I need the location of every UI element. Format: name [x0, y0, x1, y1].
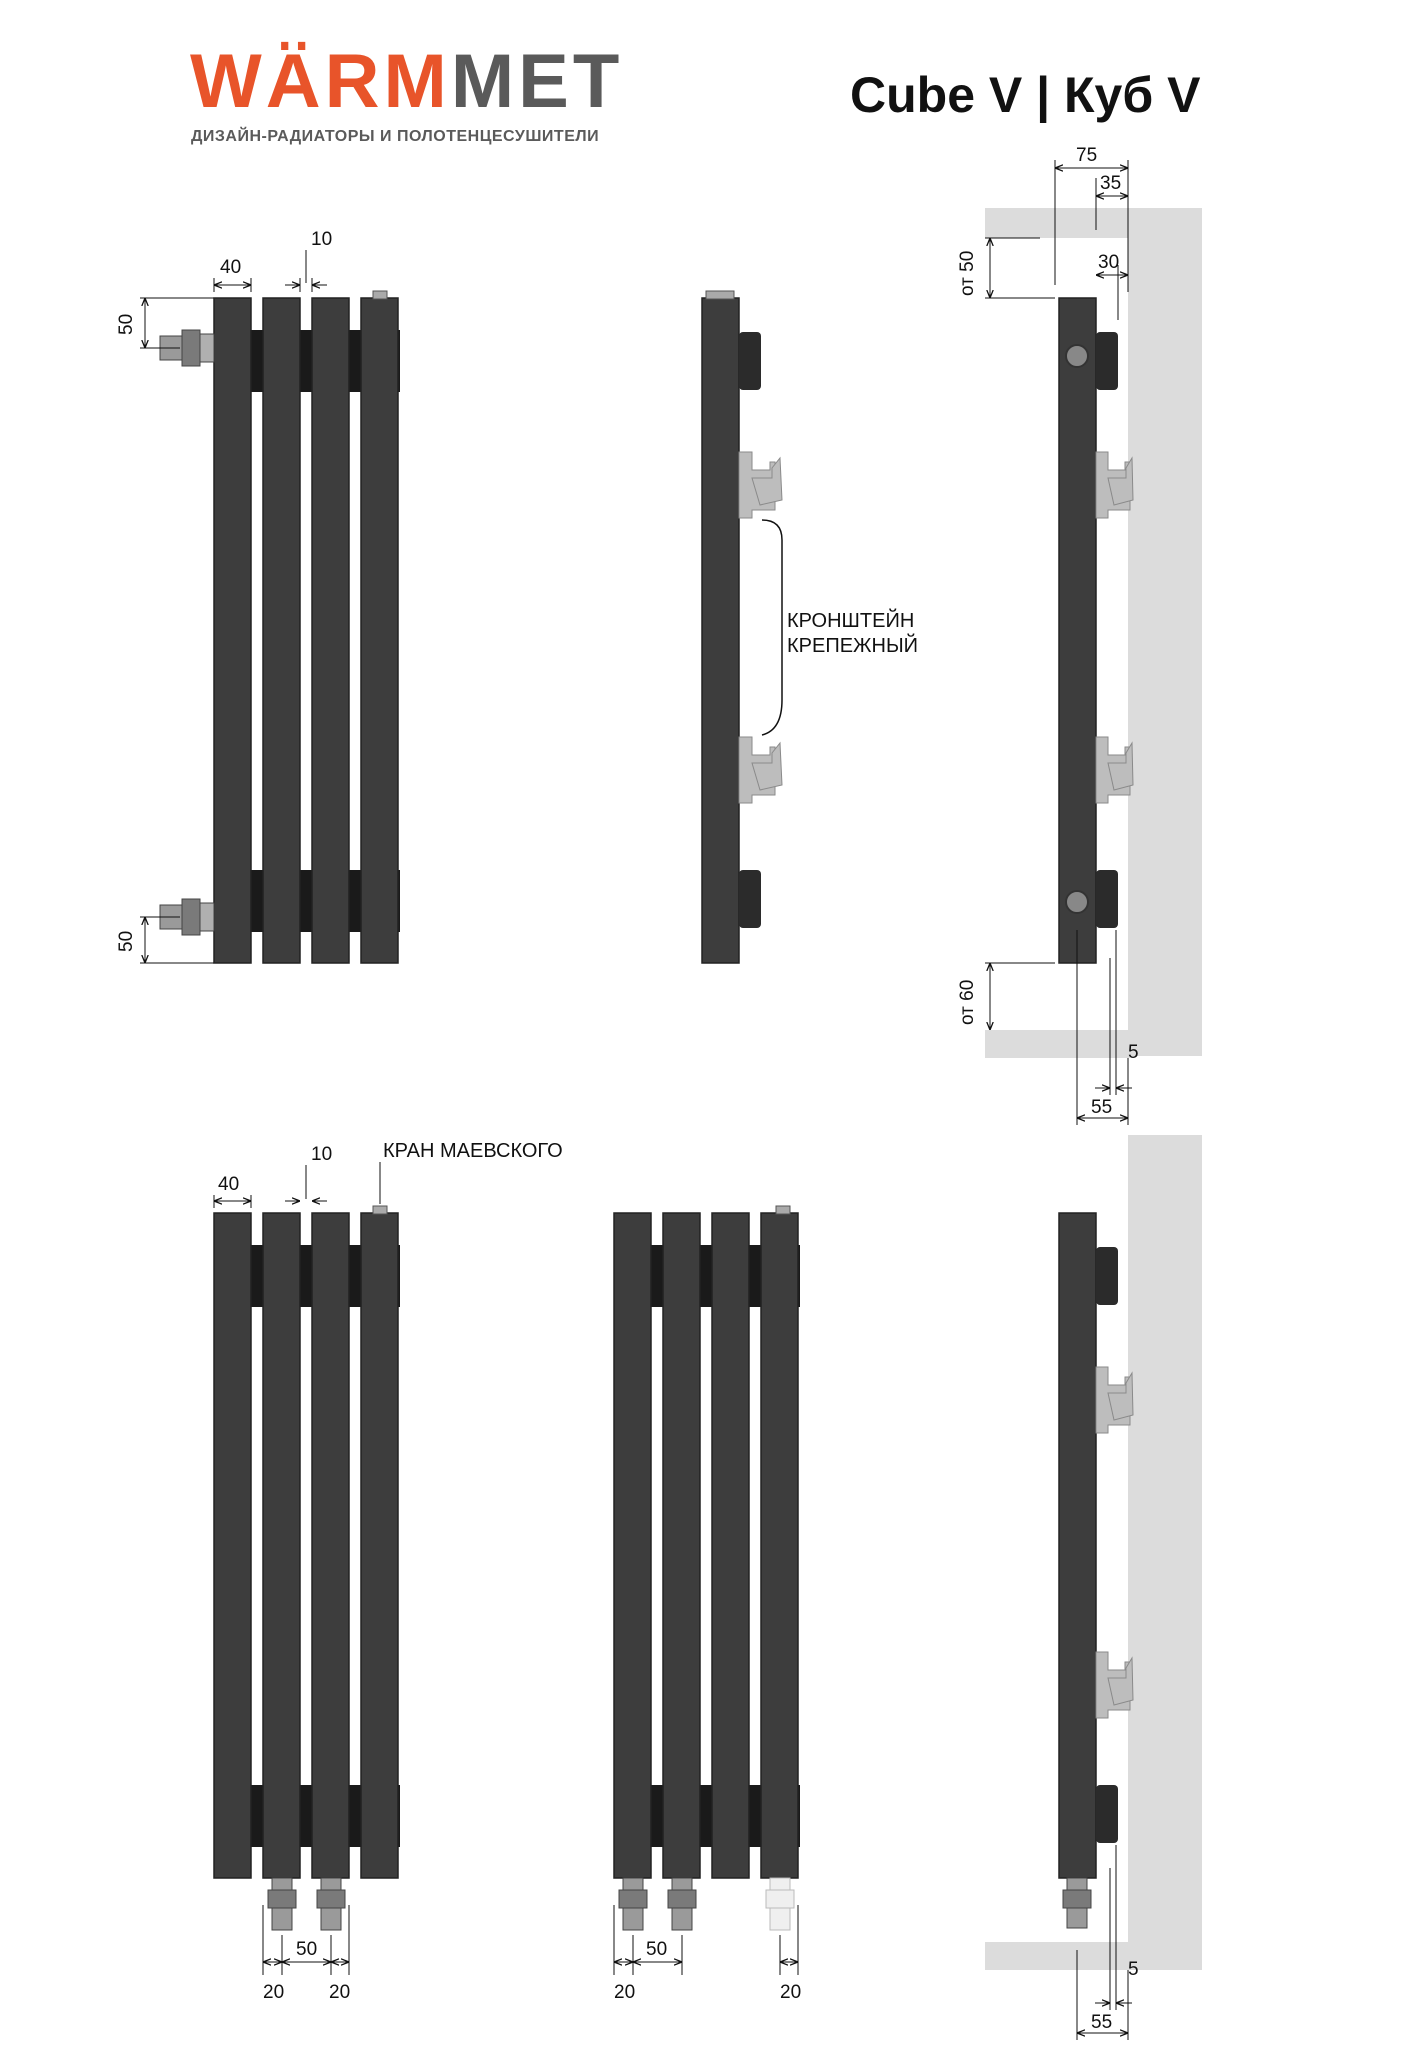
dim-connector-spacing: 50 [296, 1939, 318, 1960]
radiator-tube [214, 298, 251, 963]
dim-connector-right: 20 [329, 1982, 351, 2003]
dim-depth-35: 35 [1100, 173, 1122, 194]
dim-bottom-5: 5 [1128, 1042, 1139, 1063]
radiator-tube [614, 1213, 651, 1878]
radiator-tube [312, 1213, 349, 1878]
dim-connector-left: 20 [263, 1982, 285, 2003]
radiator-tube [761, 1213, 798, 1878]
radiator-tube [361, 1213, 398, 1878]
dim-tube-gap: 10 [311, 1144, 333, 1165]
label-bracket-line1: КРОНШТЕЙН [787, 610, 915, 632]
bottom-plug-right [766, 1878, 794, 1930]
dim-from-top: от 50 [957, 250, 978, 296]
radiator-tube [312, 298, 349, 963]
brand-name-part2: MET [450, 39, 624, 124]
front-view-bottom-connection-a [214, 1140, 563, 2003]
bracket-lower [1096, 737, 1133, 803]
dim-from-bottom: от 60 [957, 979, 978, 1025]
radiator-tube [214, 1213, 251, 1878]
side-view-bracket [702, 291, 918, 963]
front-view-side-connection [116, 229, 400, 963]
bottom-connector-right [317, 1878, 345, 1930]
dim-tube-width: 40 [218, 1174, 240, 1195]
label-bracket-line2: КРЕПЕЖНЫЙ [787, 635, 919, 657]
label-valve: КРАН МАЕВСКОГО [383, 1140, 563, 1162]
top-collector-side [1096, 332, 1118, 390]
bottom-collector-side [1096, 870, 1118, 928]
bracket-upper [739, 452, 782, 518]
wall [1128, 1135, 1202, 1970]
radiator-tube [263, 298, 300, 963]
wall [1128, 208, 1202, 1056]
side-view-bottom-connection [985, 1135, 1202, 2040]
air-valve [373, 291, 387, 299]
bottom-connector-middle [668, 1878, 696, 1930]
dim-bottom-5: 5 [1128, 1959, 1139, 1980]
dim-bottom-55: 55 [1091, 2012, 1113, 2033]
front-view-bottom-connection-b [614, 1206, 801, 2003]
bracket-lower [739, 737, 782, 803]
dim-bottom-55: 55 [1091, 1097, 1113, 1118]
bracket-upper [1096, 452, 1133, 518]
brand-name-part1: WÄRM [190, 39, 451, 124]
bottom-connector-left [619, 1878, 647, 1930]
bottom-connector-left [268, 1878, 296, 1930]
floor [985, 1942, 1130, 1970]
dim-connector-spacing: 50 [646, 1939, 668, 1960]
top-collector-side [739, 332, 761, 390]
bracket-upper [1096, 1367, 1133, 1433]
air-valve [373, 1206, 387, 1214]
window-sill [985, 208, 1130, 238]
radiator-side-profile [702, 298, 739, 963]
dim-tube-gap: 10 [311, 229, 333, 250]
side-view-wall-mount [957, 145, 1202, 1125]
document-title: Cube V | Куб V [850, 67, 1201, 123]
dim-tube-width: 40 [220, 257, 242, 278]
radiator-tube [663, 1213, 700, 1878]
bracket-lower [1096, 1652, 1133, 1718]
dim-bottom-offset: 50 [116, 930, 137, 952]
radiator-tube [712, 1213, 749, 1878]
connection-port [1066, 345, 1088, 367]
dim-connector-left: 20 [614, 1982, 636, 2003]
connection-port [1066, 891, 1088, 913]
bottom-connector [1063, 1878, 1091, 1928]
air-valve [776, 1206, 790, 1214]
bottom-collector-side [1096, 1785, 1118, 1843]
dim-connector-right: 20 [780, 1982, 802, 2003]
radiator-side-profile [1059, 1213, 1096, 1878]
air-valve-side [706, 291, 734, 299]
radiator-tube [263, 1213, 300, 1878]
dim-depth-30: 30 [1098, 252, 1120, 273]
floor [985, 1030, 1130, 1058]
radiator-side-profile [1059, 298, 1096, 963]
bottom-collector-side [739, 870, 761, 928]
top-collector-side [1096, 1247, 1118, 1305]
dim-top-offset: 50 [116, 313, 137, 335]
brand-tagline: ДИЗАЙН-РАДИАТОРЫ И ПОЛОТЕНЦЕСУШИТЕЛИ [191, 128, 600, 145]
dim-depth-75: 75 [1076, 145, 1098, 166]
radiator-tube [361, 298, 398, 963]
